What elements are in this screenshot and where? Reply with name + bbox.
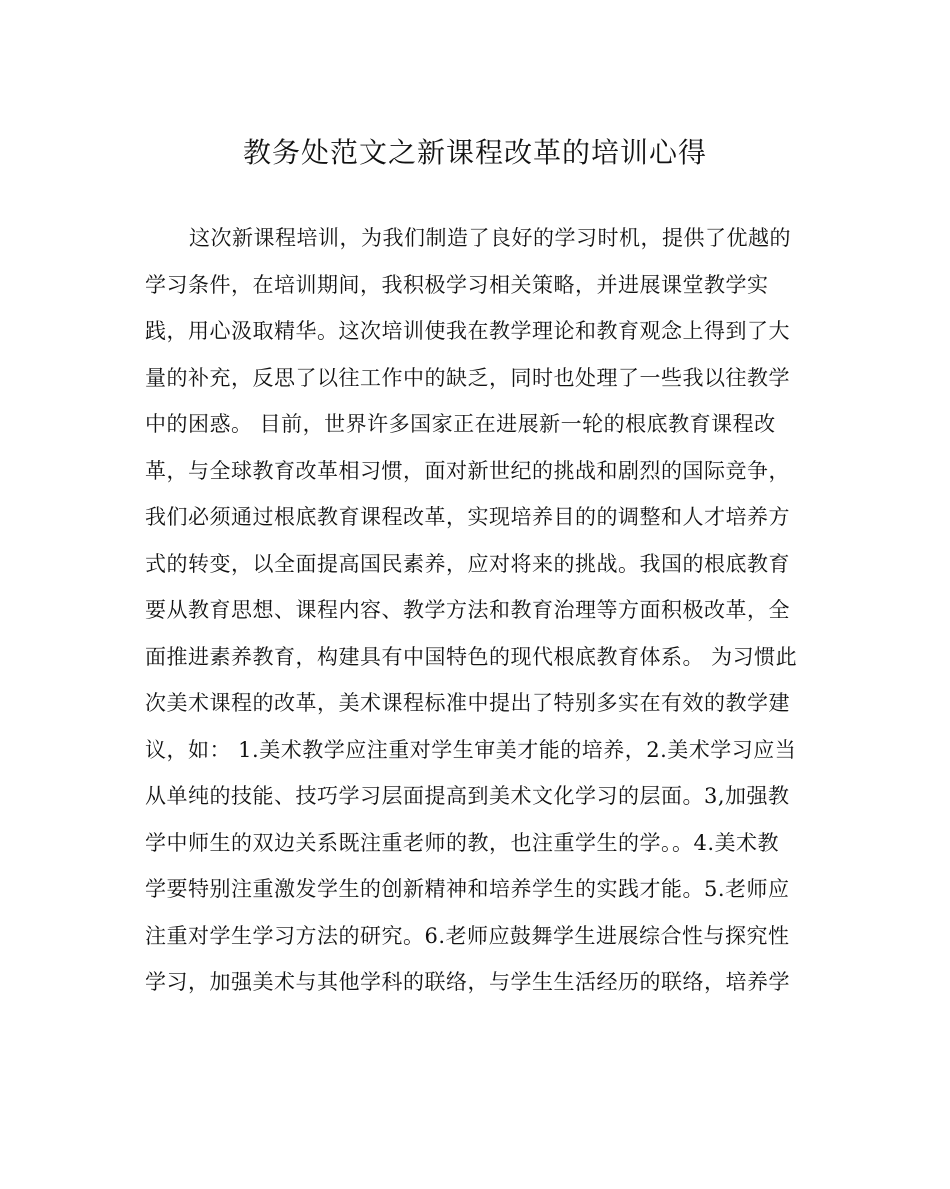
body-line: 学要特别注重激发学生的创新精神和培养学生的实践才能。5.老师应 bbox=[145, 877, 790, 901]
body-line: 这次新课程培训，为我们制造了良好的学习时机，提供了优越的 bbox=[189, 226, 791, 250]
body-line: 注重对学生学习方法的研究。6.老师应鼓舞学生进展综合性与探究性 bbox=[145, 923, 790, 948]
body-line: 学习条件，在培训期间，我积极学习相关策略，并进展课堂教学实 bbox=[145, 272, 769, 297]
body-line: 式的转变，以全面提高国民素养，应对将来的挑战。我国的根底教育 bbox=[145, 551, 790, 576]
document-body bbox=[145, 218, 825, 1009]
body-line: 议，如： 1.美术教学应注重对学生审美才能的培养，2.美术学习应当 bbox=[145, 737, 797, 762]
body-line: 次美术课程的改革，美术课程标准中提出了特别多实在有效的教学建 bbox=[145, 691, 790, 715]
body-line: 学中师生的双边关系既注重老师的教，也注重学生的学。。4.美术教 bbox=[145, 830, 780, 855]
body-line: 量的补充，反思了以往工作中的缺乏，同时也处理了一些我以往教学 bbox=[145, 365, 790, 390]
document-title: 教务处范文之新课程改革的培训心得 bbox=[242, 136, 707, 169]
body-line: 践，用心汲取精华。这次培训使我在教学理论和教育观念上得到了大 bbox=[145, 319, 790, 343]
body-line: 面推进素养教育，构建具有中国特色的现代根底教育体系。 为习惯此 bbox=[145, 644, 798, 669]
body-line: 从单纯的技能、技巧学习层面提高到美术文化学习的层面。3,加强教 bbox=[145, 784, 790, 808]
body-line: 我们必须通过根底教育课程改革，实现培养目的的调整和人才培养方 bbox=[145, 505, 790, 529]
body-line: 革，与全球教育改革相习惯，面对新世纪的挑战和剧烈的国际竞争， bbox=[145, 458, 790, 483]
body-line: 学习，加强美术与其他学科的联络，与学生生活经历的联络，培养学 bbox=[145, 970, 790, 994]
body-line: 要从教育思想、课程内容、教学方法和教育治理等方面积极改革，全 bbox=[145, 598, 790, 622]
body-line: 中的困惑。 目前，世界许多国家正在进展新一轮的根底教育课程改 bbox=[145, 412, 776, 436]
